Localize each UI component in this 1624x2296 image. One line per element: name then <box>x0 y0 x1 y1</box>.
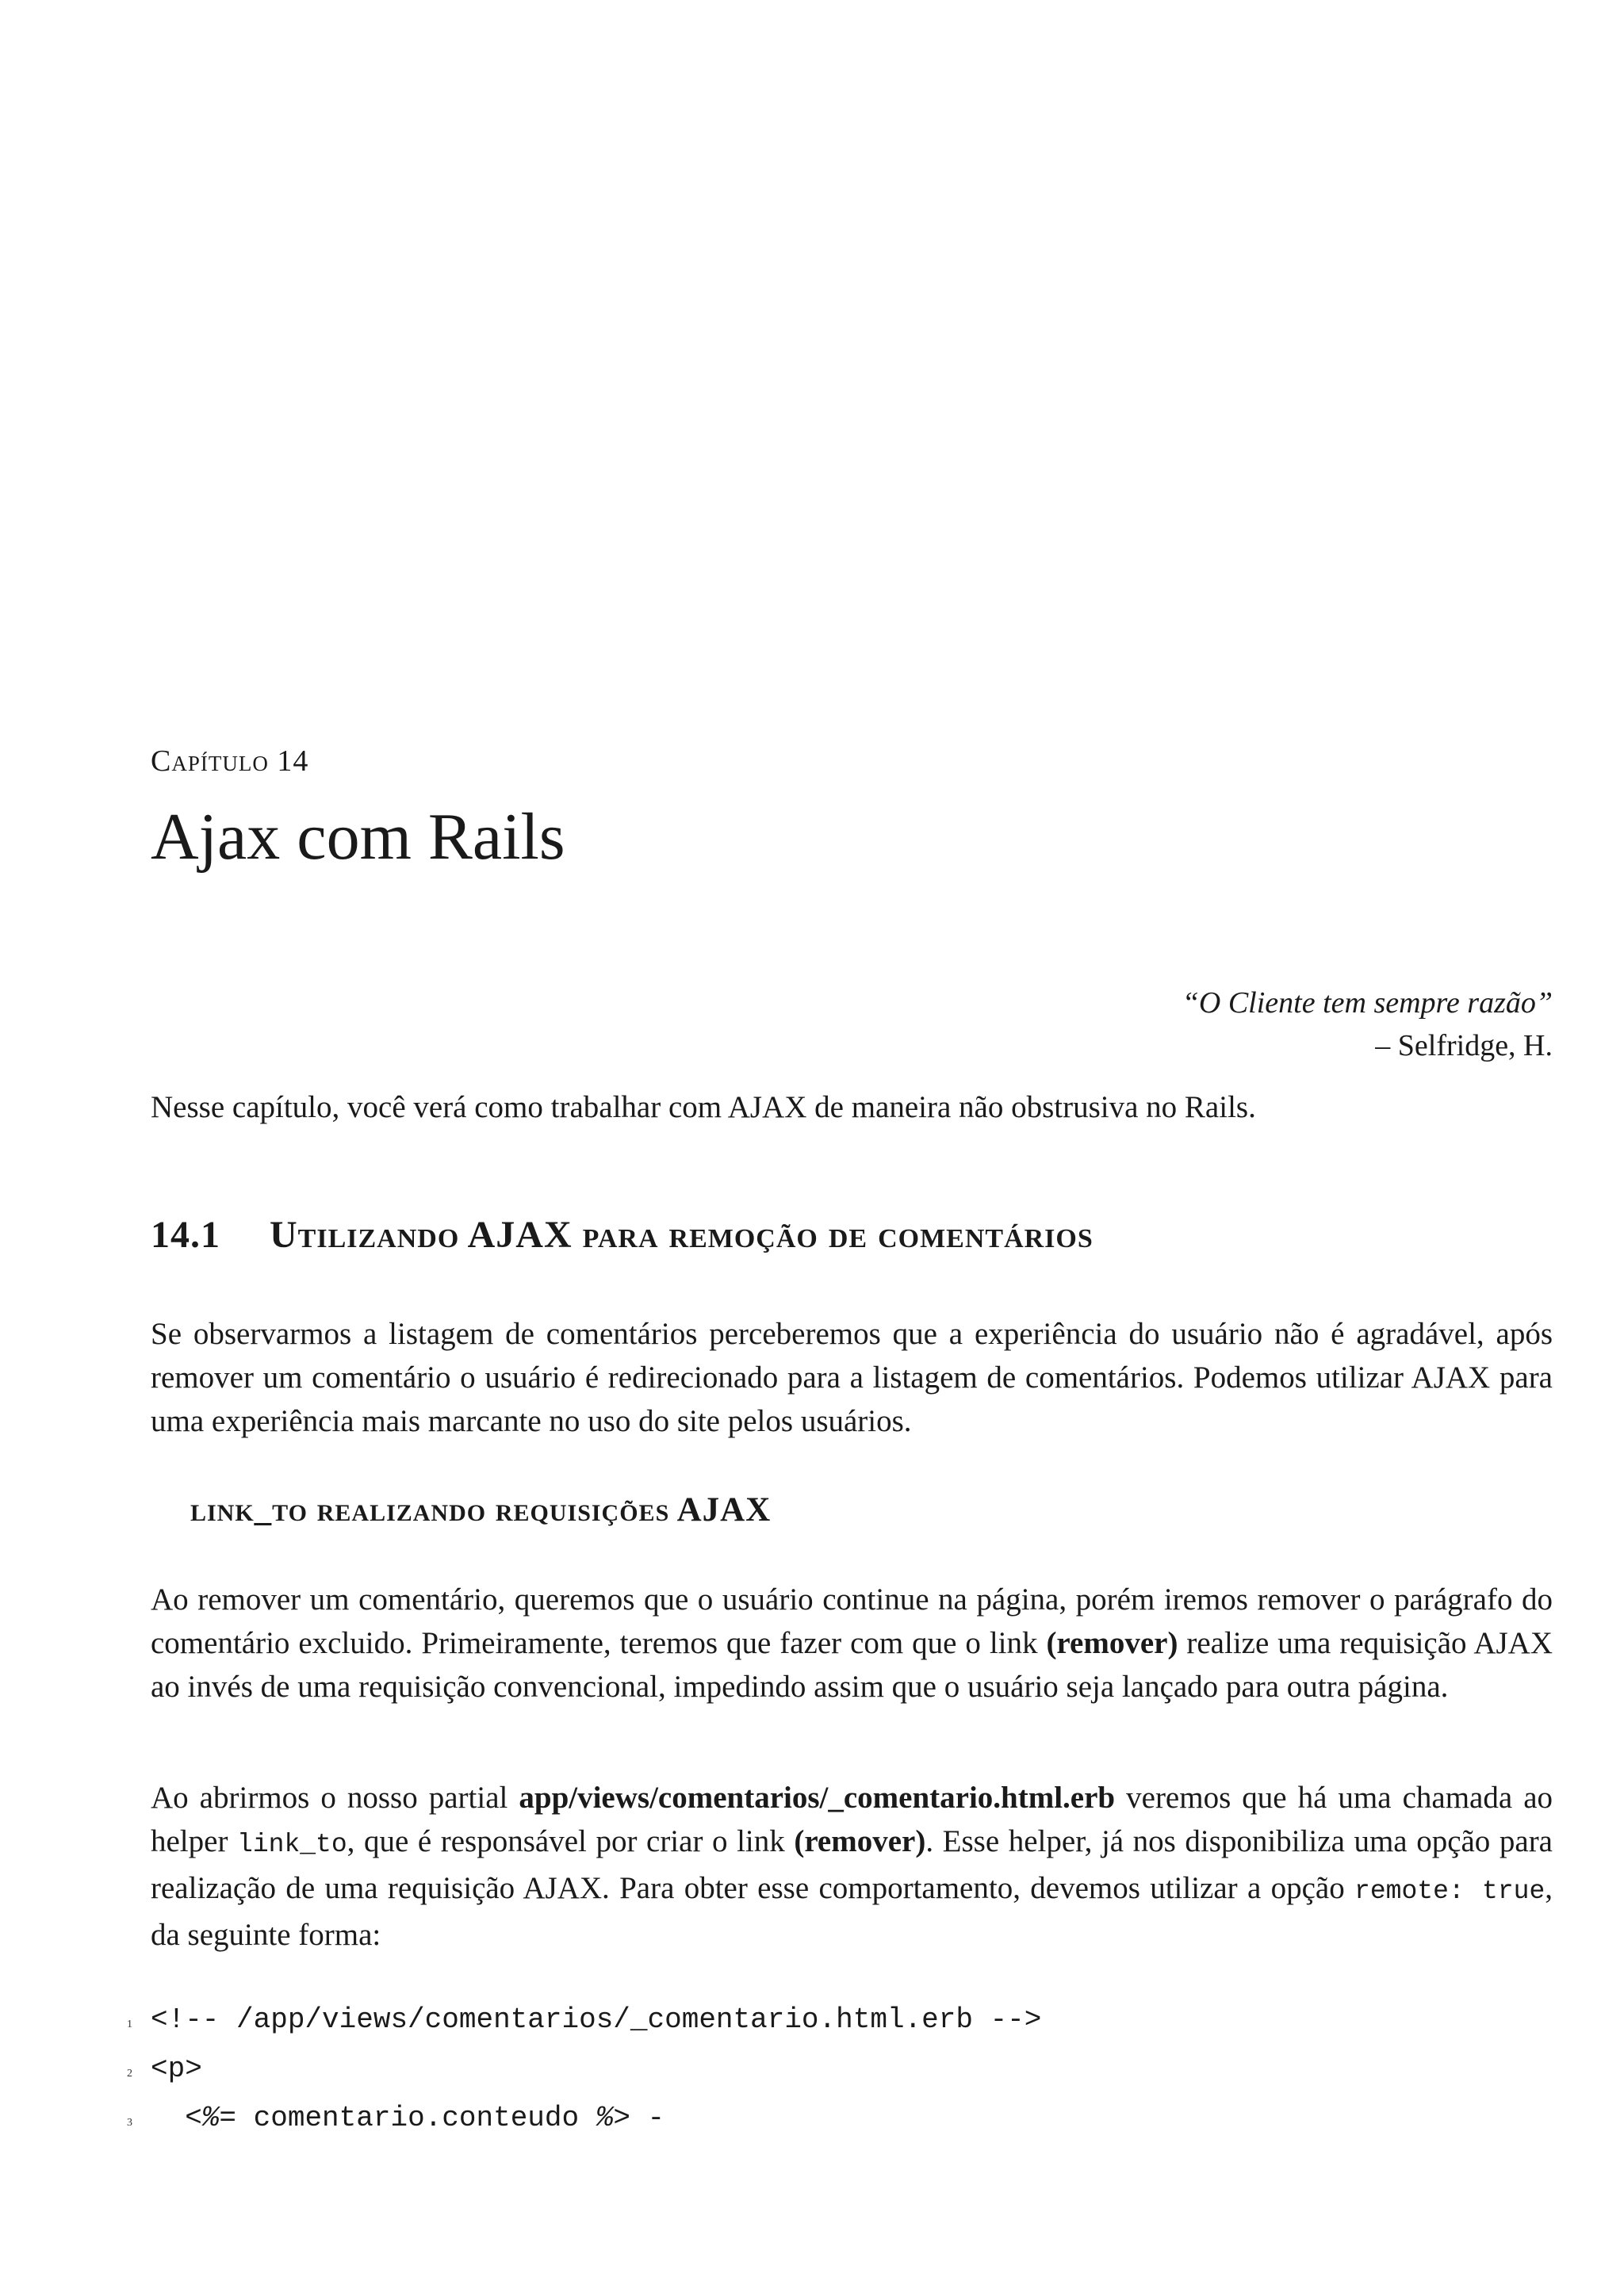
text-run: Ao remover um comentário, queremos que o usuário continue na página, porém iremos remover o parágrafo do comentário excluido. Primeiramente, teremos que fazer com que o link <box>151 1582 1553 1660</box>
erb-close-tag: %> <box>596 2102 630 2134</box>
bold-run: (remover) <box>1046 1626 1178 1660</box>
epigraph-author: – Selfridge, H. <box>1375 1029 1553 1062</box>
text-run: Ao abrirmos o nosso partial <box>151 1781 519 1815</box>
text-run: realize uma requisição AJAX ao invés de uma requisição convencional, impedindo assim que o usuário seja lançado para outra página. <box>151 1626 1553 1704</box>
subsection-heading: link_to realizando requisições AJAX <box>190 1491 772 1529</box>
section-heading <box>151 1213 1094 1257</box>
subsection-paragraph-2 <box>151 1776 1553 1957</box>
line-number: 2 <box>127 2068 132 2080</box>
erb-open-tag: <%= <box>151 2102 237 2134</box>
text-run: . Esse helper, já nos disponibiliza uma opção para realização de uma requisição AJAX. Para obter esse comportamento, devemos utilizar a opção <box>151 1824 1553 1905</box>
chapter-title: Ajax com Rails <box>151 800 565 874</box>
code-text: comentario.conteudo <box>236 2102 596 2134</box>
code-text: <p> <box>151 2053 202 2085</box>
intro-paragraph: Nesse capítulo, você verá como trabalhar com AJAX de maneira não obstrusiva no Rails. <box>151 1090 1256 1124</box>
file-path: app/views/comentarios/_comentario.html.erb <box>519 1781 1116 1815</box>
code-listing <box>127 1998 1041 2145</box>
code-line <box>127 1998 1041 2047</box>
line-number: 3 <box>127 2117 132 2129</box>
text-run: veremos que há uma chamada ao helper <box>151 1781 1553 1858</box>
bold-run: (remover) <box>794 1824 926 1858</box>
code-text: <!-- /app/views/comentarios/_comentario.html.erb --> <box>151 2003 1042 2036</box>
subsection-paragraph-1 <box>151 1578 1553 1709</box>
text-run: , da seguinte forma: <box>151 1871 1553 1952</box>
chapter-label: Capítulo 14 <box>151 744 309 778</box>
epigraph <box>1182 982 1553 1067</box>
epigraph-quote: “O Cliente tem sempre razão” <box>1182 986 1553 1020</box>
text-run: , que é responsável por criar o link <box>347 1824 795 1858</box>
code-line <box>127 2096 1041 2145</box>
section-title: Utilizando AJAX para remoção de comentários <box>270 1214 1094 1256</box>
code-line <box>127 2047 1041 2096</box>
inline-code: link_to <box>237 1830 347 1859</box>
line-number: 1 <box>127 2019 132 2030</box>
section-paragraph: Se observarmos a listagem de comentários perceberemos que a experiência do usuário não é agradável, após remover um comentário o usuário é redirecionado para a listagem de comentários. Podemos utilizar AJAX para uma experiência mais marcante no uso do site pelos usuários. <box>151 1317 1553 1438</box>
section-number: 14.1 <box>151 1214 220 1256</box>
code-text-tail: - <box>630 2102 665 2134</box>
inline-code: remote: true <box>1354 1877 1545 1906</box>
